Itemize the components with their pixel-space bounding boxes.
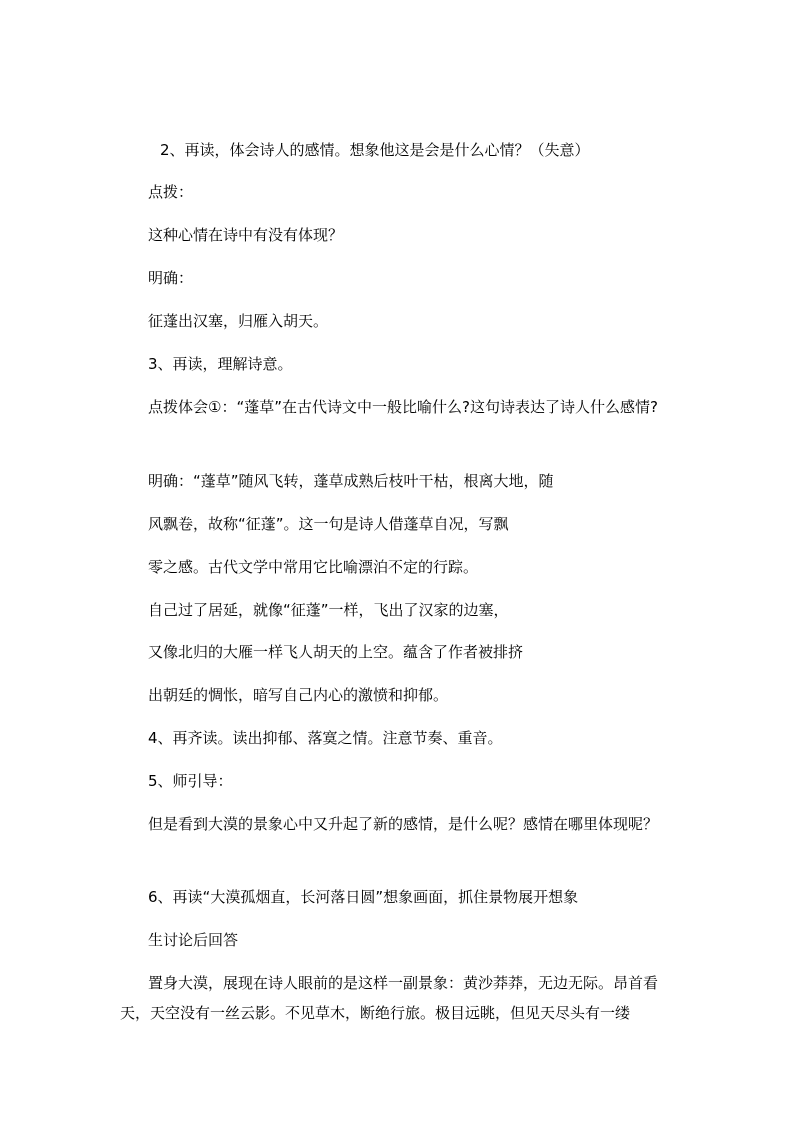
paragraph-11: 自己过了居延，就像“征蓬”一样，飞出了汉家的边塞， <box>148 601 509 619</box>
paragraph-16: 但是看到大漠的景象心中又升起了新的感情，是什么呢？感情在哪里体现呢？ <box>148 815 659 833</box>
paragraph-17: 6、再读“大漠孤烟直，长河落日圆”想象画面，抓住景物展开想象 <box>148 888 579 906</box>
paragraph-9: 风飘卷，故称“征蓬”。这一句是诗人借蓬草自况，写飘 <box>148 515 509 533</box>
paragraph-3: 这种心情在诗中有没有体现？ <box>148 226 344 244</box>
paragraph-8: 明确：“蓬草”随风飞转，蓬草成熟后枝叶干枯，根离大地，随 <box>148 472 554 490</box>
paragraph-10: 零之感。古代文学中常用它比喻漂泊不定的行踪。 <box>148 558 479 576</box>
paragraph-18: 生讨论后回答 <box>148 931 239 949</box>
paragraph-6: 3、再读，理解诗意。 <box>148 355 293 373</box>
paragraph-13: 出朝廷的惆怅，暗写自己内心的激愤和抑郁。 <box>148 686 449 704</box>
paragraph-7: 点拨体会①：“蓬草”在古代诗文中一般比喻什么?这句诗表达了诗人什么感情? <box>148 398 658 416</box>
paragraph-1: 2、再读，体会诗人的感情。想象他这是会是什么心情？（失意） <box>160 141 590 159</box>
paragraph-5: 征蓬出汉塞，归雁入胡天。 <box>148 312 329 330</box>
paragraph-12: 又像北归的大雁一样飞人胡天的上空。蕴含了作者被排挤 <box>148 643 524 661</box>
paragraph-4: 明确： <box>148 269 194 287</box>
paragraph-2: 点拨： <box>148 183 194 201</box>
paragraph-14: 4、再齐读。读出抑郁、落寞之情。注意节奏、重音。 <box>148 729 503 747</box>
paragraph-19: 置身大漠，展现在诗人眼前的是这样一副景象：黄沙莽莽，无边无际。昂首看天，天空没有一丝云影。不见草木，断绝行旅。极目远眺，但见天尽头有一缕 <box>120 974 659 1022</box>
paragraph-15: 5、师引导： <box>148 772 233 790</box>
